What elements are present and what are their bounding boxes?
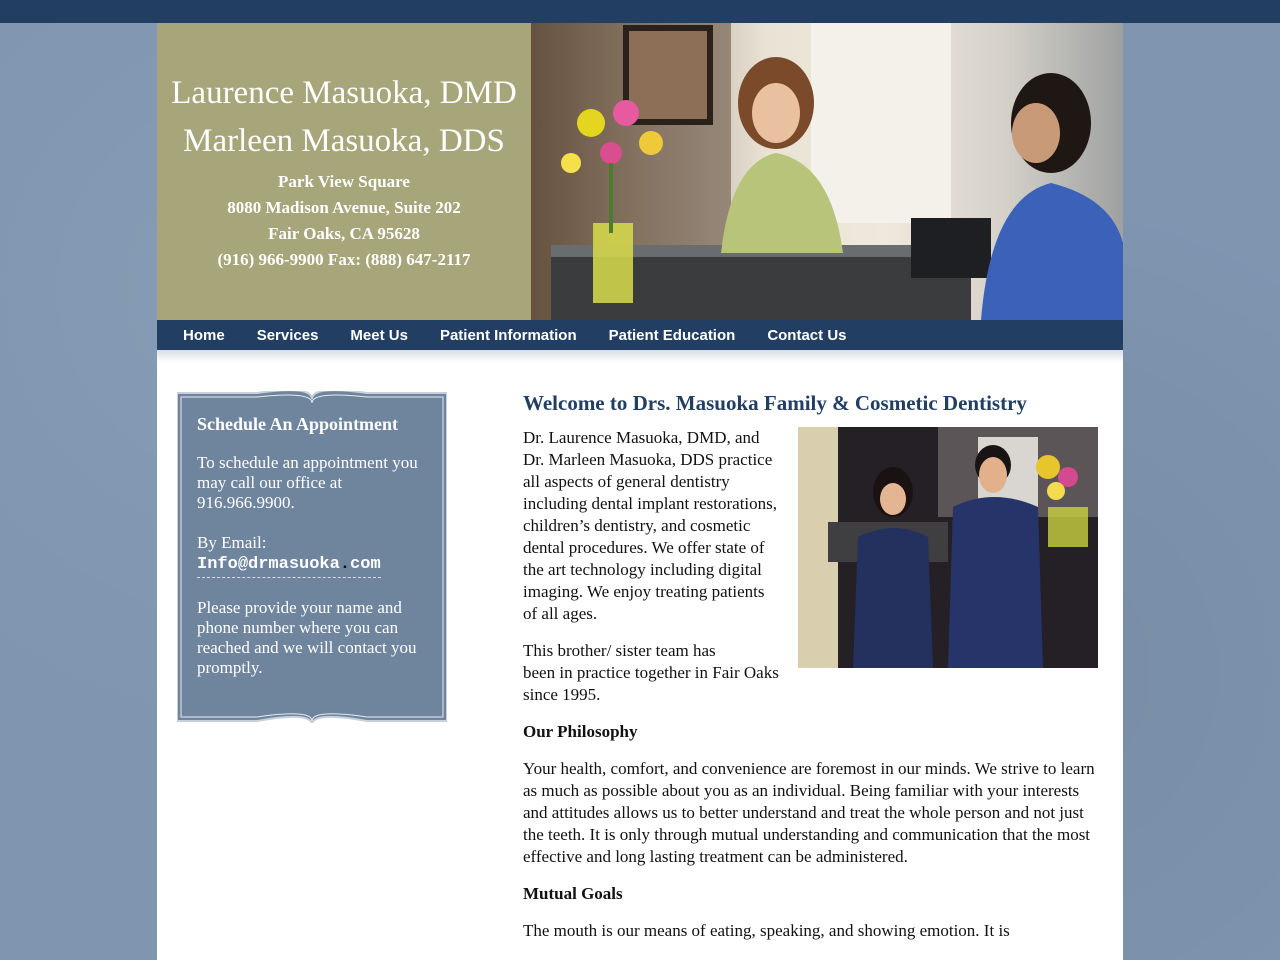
email-at: @ bbox=[237, 555, 249, 574]
email-dot: . bbox=[339, 555, 351, 574]
philosophy-text: Your health, comfort, and convenience are foremost in our minds. We strive to learn as much as possible about you as an individual. Being familiar with your interests and attitudes allows us to better understand and treat the whole person and not just the teeth. It is only through mutual understanding and communication that the most effective and long lasting treatment can be administered. bbox=[523, 759, 1095, 866]
team-line-2: been in practice together in Fair Oaks since 1995. bbox=[523, 663, 779, 704]
address-line-street: 8080 Madison Avenue, Suite 202 bbox=[227, 198, 461, 217]
goals-heading: Mutual Goals bbox=[523, 884, 623, 903]
reception-photo-illustration bbox=[531, 23, 1123, 320]
address-line-building: Park View Square bbox=[278, 172, 410, 191]
philosophy-heading: Our Philosophy bbox=[523, 722, 638, 741]
page-container bbox=[157, 23, 1123, 960]
appointment-contact-text: Please provide your name and phone number where you can reached and we will contact you promptly. bbox=[197, 598, 417, 677]
intro-paragraph: Dr. Laurence Masuoka, DMD, and Dr. Marleen Masuoka, DDS practice all aspects of general dentistry including dental implant restorations, children’s dentistry, and cosmetic dental procedures. We offer state of the art technology including digital imaging. We enjoy treating patients of all ages. bbox=[523, 428, 778, 623]
email-row bbox=[197, 553, 437, 578]
office-address bbox=[157, 169, 531, 273]
doctor-name-2: Marleen Masuoka, DDS bbox=[183, 123, 505, 159]
nav-contact-us[interactable]: Contact Us bbox=[767, 326, 847, 344]
email-label: By Email: bbox=[197, 533, 267, 552]
appointment-title: Schedule An Appointment bbox=[197, 414, 399, 434]
email-tld: com bbox=[350, 555, 381, 574]
nav-patient-education[interactable]: Patient Education bbox=[608, 326, 736, 344]
email-domain: drmasuoka bbox=[248, 555, 340, 574]
goals-text: The mouth is our means of eating, speaking, and showing emotion. It is bbox=[523, 921, 1010, 940]
doctors-photo bbox=[798, 427, 1098, 668]
site-header bbox=[157, 23, 1123, 320]
nav-patient-information[interactable]: Patient Information bbox=[439, 326, 577, 344]
nav-services[interactable]: Services bbox=[256, 326, 319, 344]
reception-photo bbox=[531, 23, 1123, 320]
nav-shadow bbox=[157, 350, 1123, 362]
page-heading: Welcome to Drs. Masuoka Family & Cosmetic Dentistry bbox=[523, 391, 1027, 415]
address-line-phone: (916) 966-9900 Fax: (888) 647-2117 bbox=[217, 250, 471, 269]
email-link[interactable] bbox=[197, 555, 381, 578]
team-line-1: This brother/ sister team has bbox=[523, 641, 716, 660]
email-user: Info bbox=[197, 555, 238, 574]
appointment-box bbox=[177, 391, 447, 723]
doctor-name-1: Laurence Masuoka, DMD bbox=[171, 75, 517, 111]
nav-home[interactable]: Home bbox=[183, 326, 225, 344]
appointment-phone-text: To schedule an appointment you may call our office at 916.966.9900. bbox=[197, 453, 418, 512]
header-info-panel bbox=[157, 23, 531, 320]
appointment-box-content bbox=[197, 413, 437, 698]
main-content bbox=[523, 389, 1098, 957]
main-navigation bbox=[157, 320, 1123, 350]
top-bar bbox=[0, 0, 1280, 23]
nav-meet-us[interactable]: Meet Us bbox=[350, 326, 408, 344]
address-line-city: Fair Oaks, CA 95628 bbox=[268, 224, 420, 243]
doctors-photo-illustration bbox=[798, 427, 1098, 668]
